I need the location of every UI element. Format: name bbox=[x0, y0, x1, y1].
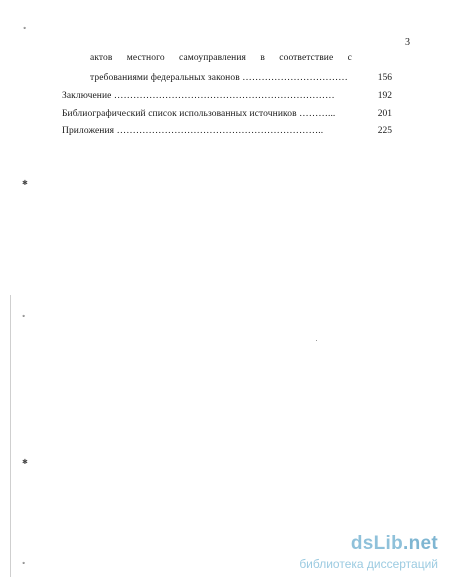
toc-word: самоуправления bbox=[179, 53, 247, 63]
binder-hole-mark: ✱ bbox=[22, 179, 28, 187]
binder-hole-mark: ∘ bbox=[23, 24, 27, 32]
toc-entry-conclusion: Заключение …………………………………………………………… bbox=[62, 91, 335, 101]
toc-continuation-line-2: требованиями федеральных законов …………………………… bbox=[90, 73, 348, 83]
toc-word: соответствие bbox=[279, 53, 334, 63]
toc-entry-appendices: Приложения ……………………………………………………….. bbox=[62, 126, 324, 136]
dslib-watermark bbox=[262, 533, 442, 573]
watermark-logo bbox=[351, 533, 438, 555]
watermark-logo-main: dsLib bbox=[350, 533, 404, 554]
toc-entry-bibliography: Библиографический список использованных источников ………... bbox=[62, 109, 336, 119]
scan-edge-line bbox=[10, 295, 11, 577]
toc-word: местного bbox=[126, 53, 165, 63]
binder-hole-mark: ∘ bbox=[22, 559, 26, 567]
toc-word: актов bbox=[90, 53, 113, 63]
scan-speck bbox=[316, 340, 317, 341]
binder-hole-mark: ∘ bbox=[22, 312, 26, 320]
toc-page-number: 225 bbox=[377, 126, 392, 136]
toc-word: с bbox=[347, 53, 352, 63]
toc-word: в bbox=[260, 53, 265, 63]
toc-page-number: 201 bbox=[377, 109, 392, 119]
watermark-tagline: библиотека диссертаций bbox=[299, 557, 438, 571]
binder-hole-mark: ✱ bbox=[22, 458, 28, 466]
toc-page-number: 156 bbox=[377, 73, 392, 83]
toc-page-number: 192 bbox=[377, 91, 392, 101]
page-number: 3 bbox=[405, 37, 410, 48]
watermark-logo-suffix: .net bbox=[403, 533, 438, 554]
toc-continuation-line-1 bbox=[90, 53, 352, 63]
